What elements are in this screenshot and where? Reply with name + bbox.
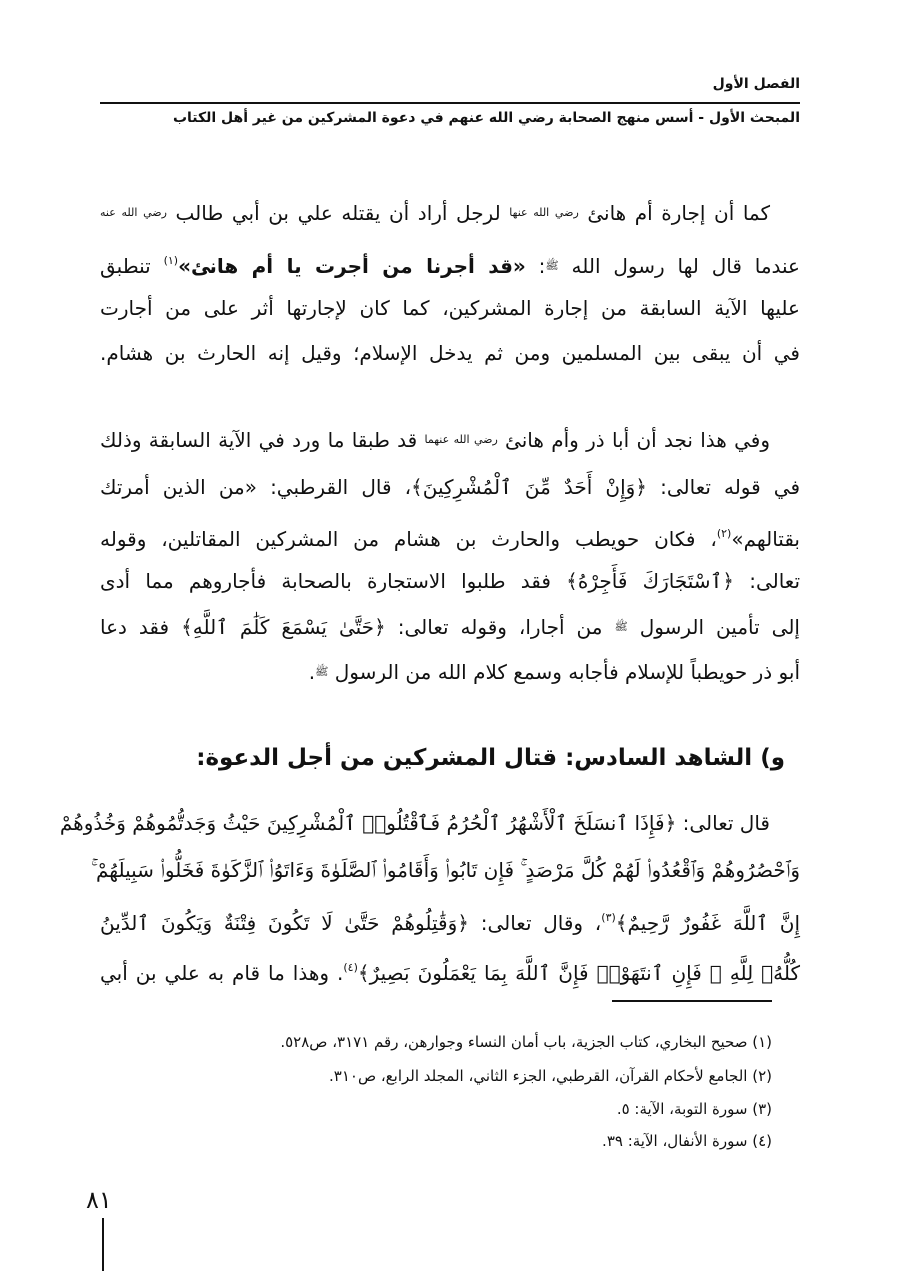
text-span: ، فكان حويطب والحارث بن هشام من المشركين المقاتلين، وقوله — [100, 527, 717, 551]
text-line — [100, 612, 800, 642]
text-span: كما أن إجارة أم هانئ — [578, 201, 770, 225]
footnote-1: (١) صحيح البخاري، كتاب الجزية، باب أمان النساء وجوارهن، رقم ٣١٧١، ص٥٢٨. — [280, 1033, 772, 1051]
honorific: رضي الله عنهما — [424, 433, 498, 446]
quran-verse: ﴿ٱسْتَجَارَكَ فَأَجِرْهُ﴾ — [566, 569, 734, 593]
quran-verse: ﴿فَإِذَا ٱنسَلَخَ ٱلْأَشْهُرُ ٱلْحُرُمُ فَٱقْتُلُوا۟ ٱلْمُشْرِكِينَ حَيْثُ وَجَدتُّمُوهُمْ وَخُذُوهُمْ — [59, 811, 677, 835]
honorific: رضي الله عنها — [509, 206, 579, 219]
footnote-3: (٣) سورة التوبة، الآية: ٥. — [616, 1100, 772, 1118]
hadith-quote: «قد أجرنا من أجرت يا أم هانئ» — [178, 254, 526, 278]
text-line — [100, 519, 800, 554]
text-line — [59, 808, 800, 838]
text-line — [90, 855, 800, 885]
quran-verse: وَٱحْصُرُوهُمْ وَٱقْعُدُوا۟ لَهُمْ كُلَّ مَرْصَدٍ ۚ فَإِن تَابُوا۟ وَأَقَامُوا۟ ٱلصَّلَوٰةَ وَءَاتَوُا۟ ٱلزَّكَوٰةَ فَخَلُّوا۟ سَبِيلَهُمْ ۚ — [90, 858, 800, 882]
section-title: المبحث الأول - أسس منهج الصحابة رضي الله عنهم في دعوة المشركين من غير أهل الكتاب — [172, 110, 800, 126]
text-span: : — [525, 254, 546, 278]
text-span: ، وقال تعالى: — [468, 911, 602, 935]
quran-verse: كُلُّهُۥ لِلَّهِ ۚ فَإِنِ ٱنتَهَوْا۟ فَإِنَّ ٱللَّهَ بِمَا يَعْمَلُونَ بَصِيرٌ﴾ — [357, 961, 801, 985]
text-span: ، قال القرطبي: «من الذين أمرتك — [100, 475, 412, 499]
text-span: لرجل أراد أن يقتله علي بن أبي طالب — [166, 201, 510, 225]
honorific: ﷺ — [545, 259, 559, 272]
page-number-bar — [102, 1218, 104, 1271]
quran-verse: ﴿حَتَّىٰ يَسْمَعَ كَلَٰمَ ٱللَّهِ﴾ — [181, 615, 386, 639]
header-divider — [100, 102, 800, 104]
text-line — [100, 903, 800, 938]
text-span: تنطبق — [100, 254, 164, 278]
text-line — [100, 198, 800, 228]
text-span: فقد طلبوا الاستجارة بالصحابة فأجاروهم مما أدى — [100, 569, 567, 593]
text-line — [100, 953, 800, 988]
footnote-ref[interactable]: (٢) — [716, 527, 732, 540]
text-line — [100, 246, 800, 281]
text-span: . — [308, 660, 316, 684]
honorific: ﷺ — [315, 665, 329, 678]
footnote-4: (٤) سورة الأنفال، الآية: ٣٩. — [602, 1132, 772, 1150]
text-span: عندما قال لها رسول الله — [558, 254, 800, 278]
text-span: من أجارا، وقوله تعالى: — [385, 615, 615, 639]
honorific: رضي الله عنه — [100, 206, 167, 219]
footnote-divider — [612, 1000, 772, 1002]
chapter-title: الفصل الأول — [712, 76, 800, 92]
text-line — [100, 472, 800, 502]
footnote-ref[interactable]: (٣) — [601, 911, 616, 924]
footnote-ref[interactable]: (١) — [163, 254, 179, 267]
text-span: قال تعالى: — [676, 811, 770, 835]
text-span: في قوله تعالى: — [647, 475, 800, 499]
footnote-2: (٢) الجامع لأحكام القرآن، القرطبي، الجزء الثاني، المجلد الرابع، ص٣١٠. — [328, 1067, 772, 1085]
page-number: ٨١ — [86, 1186, 112, 1214]
text-line — [100, 566, 800, 596]
text-line — [100, 657, 800, 687]
text-line — [100, 338, 800, 368]
text-span: في أن يبقى بين المسلمين ومن ثم يدخل الإسلام؛ وقيل إنه الحارث بن هشام. — [100, 341, 800, 365]
text-span: أبو ذر حويطباً للإسلام فأجابه وسمع كلام الله من الرسول — [328, 660, 800, 684]
section-heading: و) الشاهد السادس: قتال المشركين من أجل الدعوة: — [196, 745, 785, 771]
text-span: إلى تأمين الرسول — [627, 615, 800, 639]
quran-verse: ﴿وَإِنْ أَحَدٌ مِّنَ ٱلْمُشْرِكِينَ﴾ — [411, 475, 648, 499]
text-span: وفي هذا نجد أن أبا ذر وأم هانئ — [497, 428, 770, 452]
text-line — [100, 425, 800, 455]
quran-verse: ﴿وَقَٰتِلُوهُمْ حَتَّىٰ لَا تَكُونَ فِتْنَةٌ وَيَكُونَ ٱلدِّينُ — [100, 911, 469, 935]
text-span: قد طبقا ما ورد في الآية السابقة وذلك — [100, 428, 425, 452]
text-span: عليها الآية السابقة من إجارة المشركين، كما كان لإجارتها أثر على من أجارت — [100, 296, 800, 320]
text-span: تعالى: — [734, 569, 801, 593]
text-span: . وهذا ما قام به علي بن أبي — [100, 961, 344, 985]
footnote-ref[interactable]: (٤) — [343, 961, 358, 974]
honorific: ﷺ — [614, 620, 628, 633]
text-span: فقد دعا — [100, 615, 182, 639]
text-span: بقتالهم» — [731, 527, 800, 551]
text-line — [100, 293, 800, 323]
quran-verse: إِنَّ ٱللَّهَ غَفُورٌ رَّحِيمٌ﴾ — [615, 911, 801, 935]
